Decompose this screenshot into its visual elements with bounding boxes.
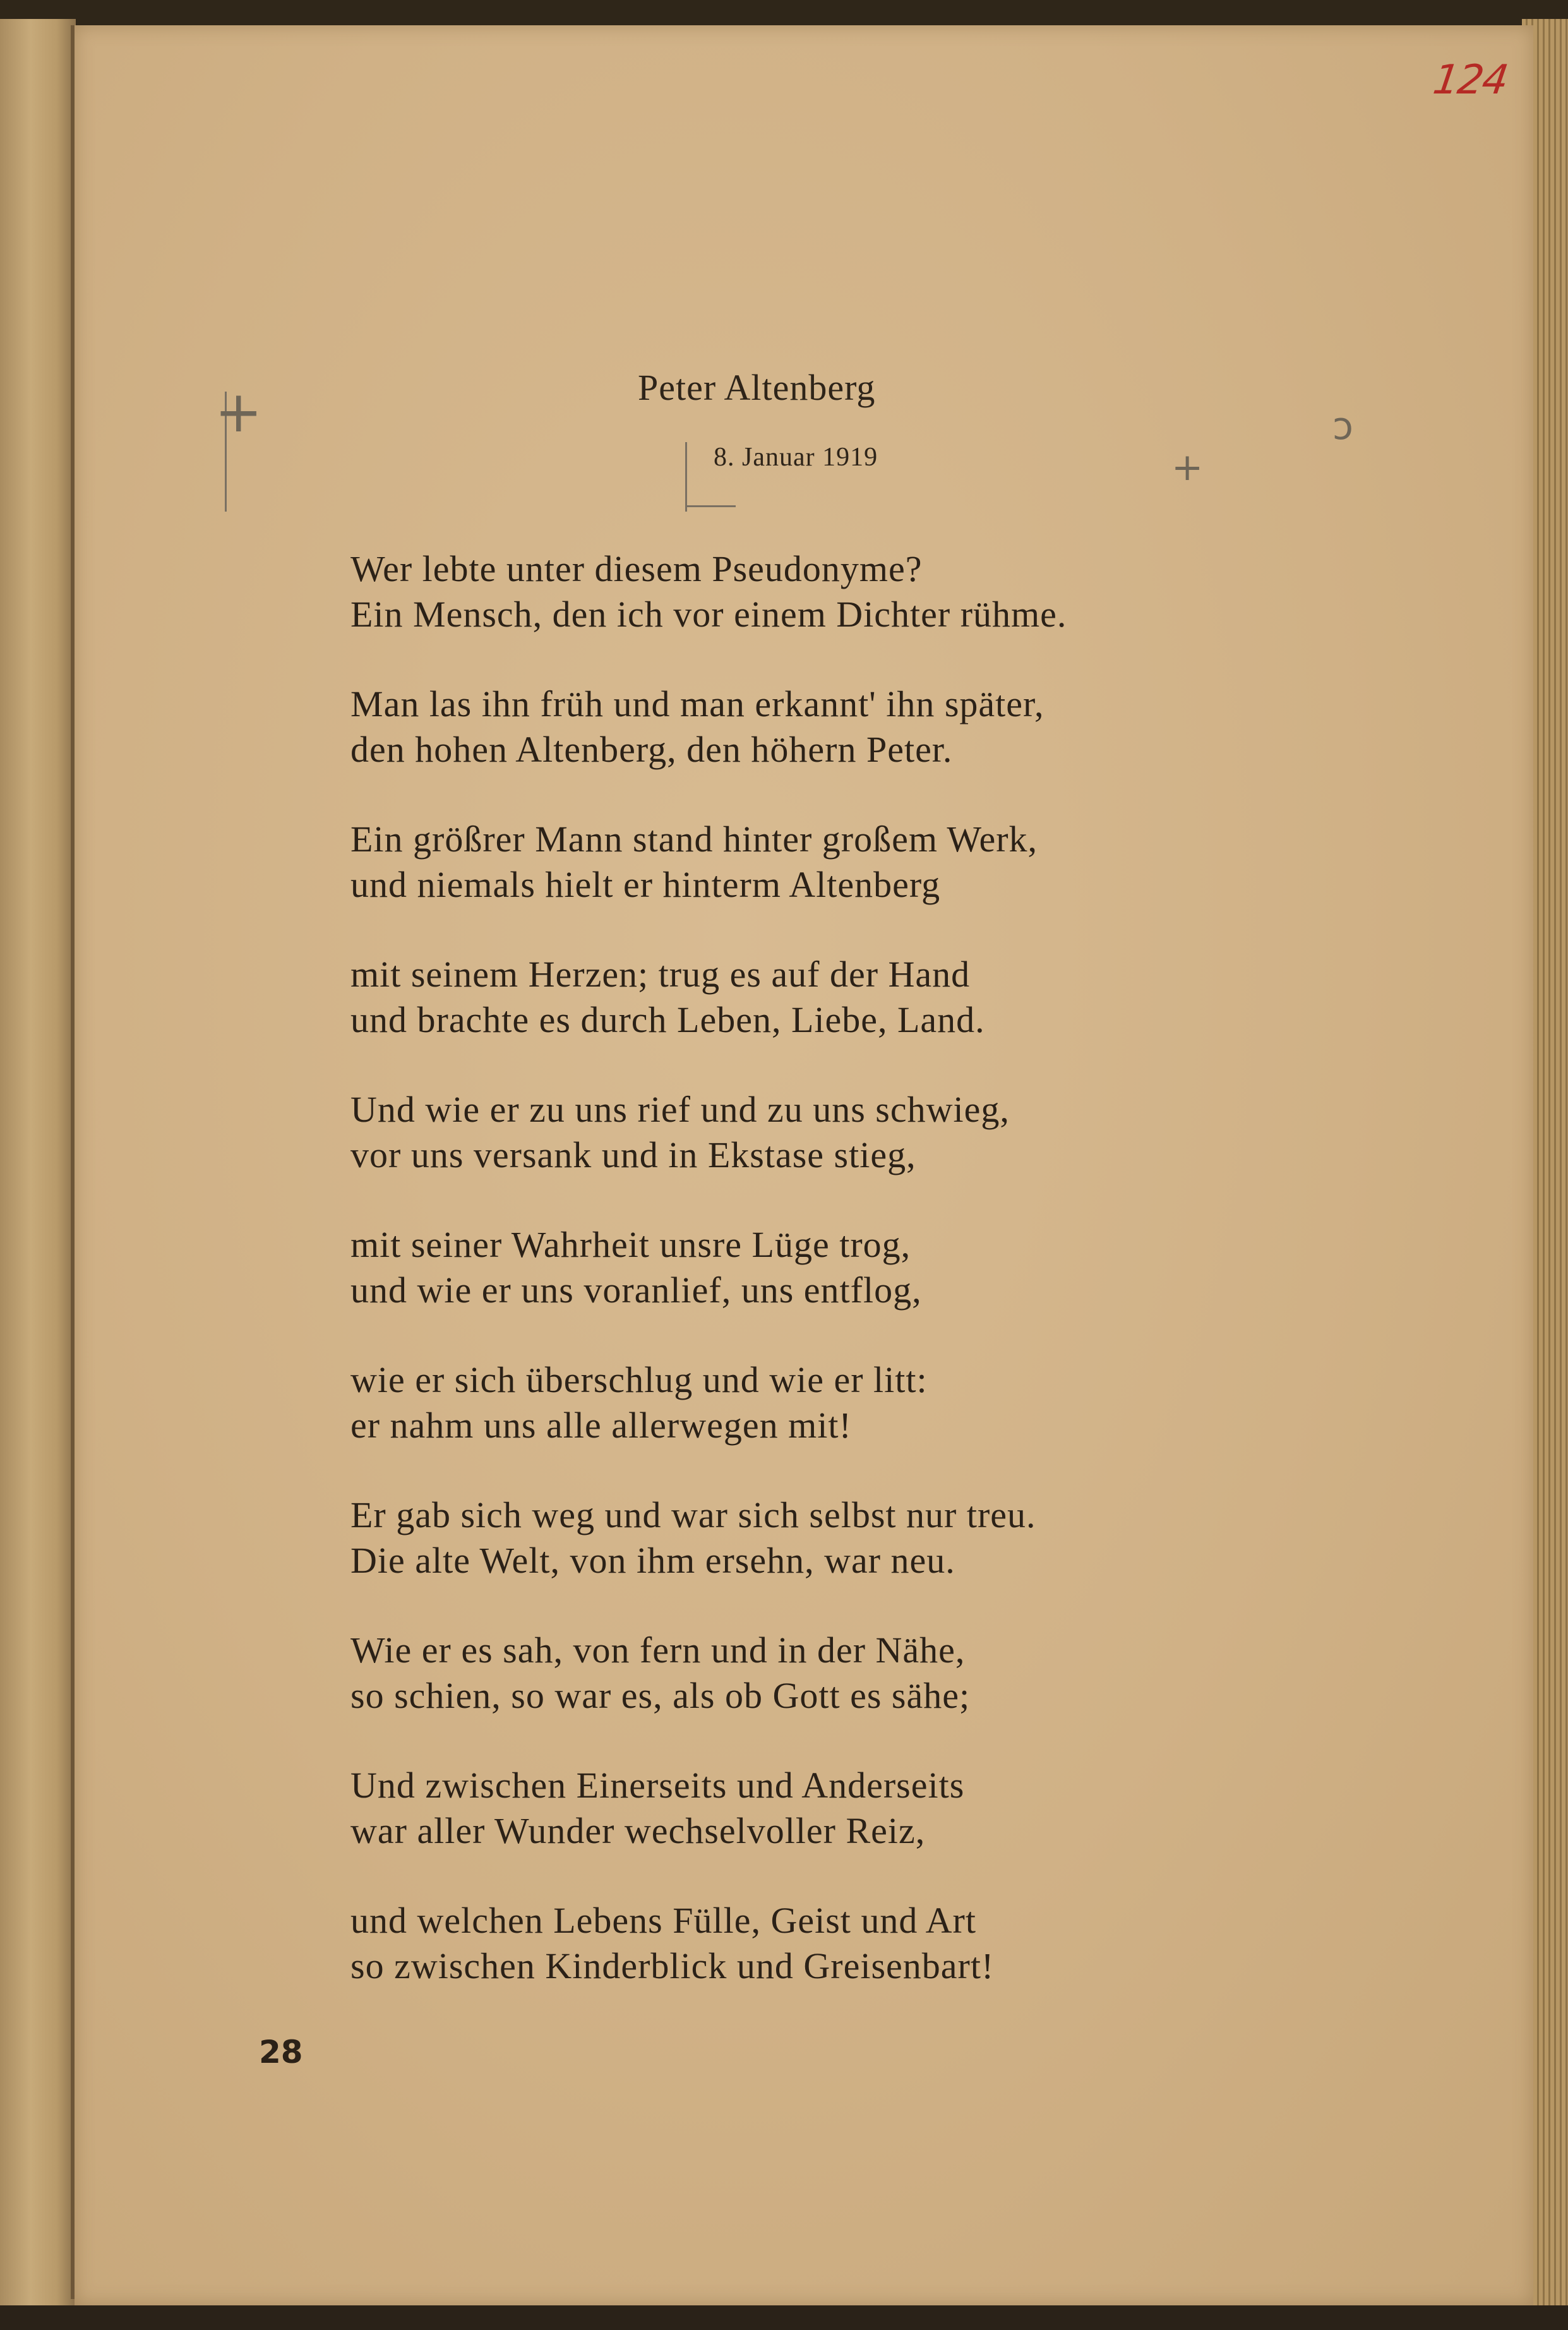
poem-line: er nahm uns alle allerwegen mit! (350, 1405, 852, 1446)
page-number: 28 (259, 2034, 303, 2070)
stanza (350, 546, 1298, 637)
pencil-bracket-foot (685, 505, 736, 507)
poem-line: Wie er es sah, von fern und in der Nähe, (350, 1630, 966, 1671)
stanza (350, 1357, 1298, 1448)
stanza (350, 1763, 1298, 1854)
poem-line: Und zwischen Einerseits und Anderseits (350, 1765, 965, 1806)
poem-line: vor uns versank und in Ekstase stieg, (350, 1134, 916, 1175)
poem-line: mit seinem Herzen; trug es auf der Hand (350, 954, 971, 995)
stanza (350, 1898, 1298, 1989)
poem-line: Wer lebte unter diesem Pseudonyme? (350, 548, 923, 589)
poem-line: Die alte Welt, von ihm ersehn, war neu. (350, 1540, 955, 1581)
poem-line: und welchen Lebens Fülle, Geist und Art (350, 1900, 976, 1941)
poem-line: und niemals hielt er hinterm Altenberg (350, 864, 941, 905)
poem-line: so zwischen Kinderblick und Greisenbart! (350, 1945, 995, 1986)
stanza (350, 817, 1298, 908)
poem-line: Und wie er zu uns rief und zu uns schwieg, (350, 1089, 1010, 1130)
binding-edge (0, 19, 76, 2305)
pencil-plus-mark-icon: + (1171, 445, 1204, 489)
poem-title: Peter Altenberg (638, 367, 876, 408)
poem-line: den hohen Altenberg, den höhern Peter. (350, 729, 953, 770)
stanza (350, 1222, 1298, 1313)
stanza (350, 1492, 1298, 1583)
poem-line: Man las ihn früh und man erkannt' ihn später, (350, 683, 1044, 724)
poem-line: und brachte es durch Leben, Liebe, Land. (350, 999, 985, 1040)
pencil-bracket-stem (685, 442, 687, 512)
stanza (350, 1087, 1298, 1178)
stanza (350, 1628, 1298, 1719)
archive-number: 124 (1430, 57, 1511, 104)
poem-line: und wie er uns voranlief, uns entflog, (350, 1270, 922, 1311)
pencil-cross-mark-icon: + (215, 379, 263, 445)
scan-top-border (0, 0, 1568, 25)
poem-line: Er gab sich weg und war sich selbst nur treu. (350, 1494, 1036, 1535)
stanza (350, 682, 1298, 772)
poem-body (350, 546, 1298, 2033)
pencil-squiggle-mark-icon: ↄ (1332, 404, 1353, 448)
stanza (350, 952, 1298, 1043)
poem-line: mit seiner Wahrheit unsre Lüge trog, (350, 1224, 911, 1265)
poem-date: 8. Januar 1919 (714, 443, 878, 472)
poem-line: war aller Wunder wechselvoller Reiz, (350, 1810, 926, 1851)
poem-line: Ein Mensch, den ich vor einem Dichter rühme. (350, 594, 1067, 635)
poem-line: so schien, so war es, als ob Gott es sähe; (350, 1675, 971, 1716)
poem-line: wie er sich überschlug und wie er litt: (350, 1359, 928, 1400)
scan-bottom-border (0, 2305, 1568, 2330)
poem-line: Ein größrer Mann stand hinter großem Werk, (350, 819, 1038, 860)
